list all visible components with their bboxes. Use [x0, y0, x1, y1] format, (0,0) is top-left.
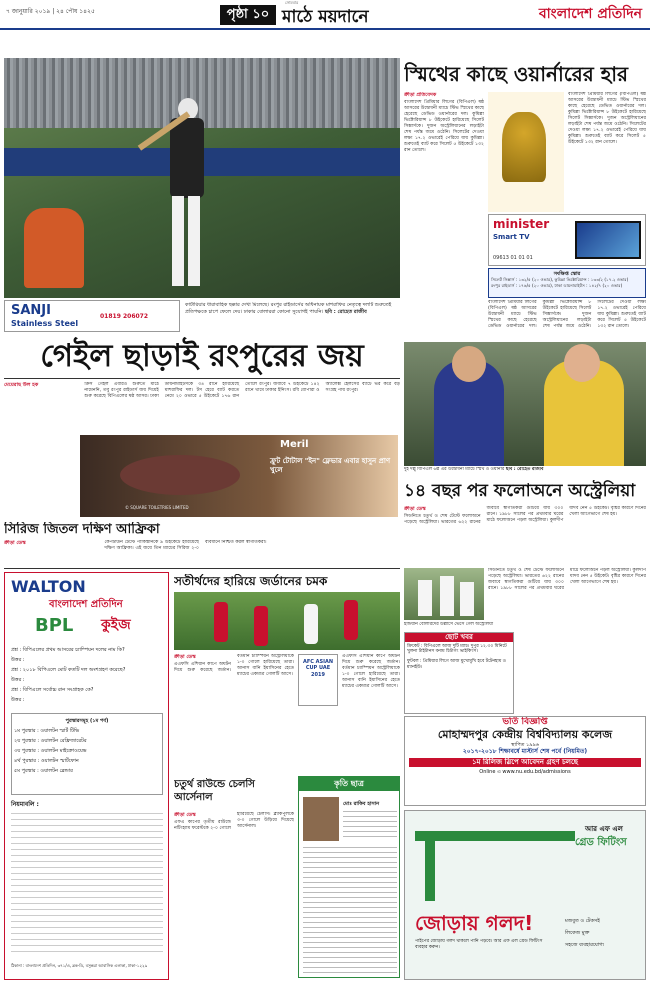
quiz-answer-3[interactable]: উত্তর : — [11, 697, 25, 703]
quiz-rules-title: নিয়মাবলি : — [11, 801, 39, 808]
page-header — [0, 0, 650, 30]
walton-brand: WALTON — [11, 577, 86, 596]
college-session: ২০১৭-২০১৮ শিক্ষাবর্ষে মাস্টার্স শেষ পর্বে (নিয়মিত) — [462, 748, 588, 756]
quiz-bpl: BPL — [35, 615, 74, 636]
score-line-1: সিলেট সিক্সার্স : ১৩২/৫ (২০ ওভার), কুমিল্লা ভিক্টোরিয়ান্স : ১৩৩/২ (১৭.২ ওভার) — [491, 277, 629, 283]
afl-copy: পাইপের জোড়ায় গলদ থাকলে পানি পড়বে। আর এফ এল গ্রেড ফিটিংস ব্যবহার করুন। — [415, 939, 543, 950]
kid-name: মোঃ রাকিব হাসান — [343, 801, 380, 807]
keeper-figure — [24, 208, 84, 288]
sanji-brand: SANJI — [11, 303, 51, 318]
divider — [4, 378, 400, 379]
tv-shape — [575, 221, 641, 259]
score-title: সংক্ষিপ্ত স্কোর — [553, 271, 581, 277]
prize-item: ৪র্থ পুরস্কার : ওয়ালটন স্মার্টফোন — [14, 758, 79, 764]
au-byline: ক্রীড়া ডেস্ক — [404, 506, 426, 512]
sanji-ad — [4, 300, 180, 332]
quiz-answer-2[interactable]: উত্তর : — [11, 677, 25, 683]
issue-day: সোমবার — [285, 0, 299, 5]
sanji-phone: 01819 206072 — [100, 313, 149, 320]
prize-title: পুরস্কারসমূহ (১ম পর্ব) — [65, 718, 109, 724]
quiz-rules-lines — [11, 813, 163, 953]
sanji-tag: Stainless Steel — [11, 319, 79, 328]
meril-ad — [80, 435, 398, 517]
prize-item: ৫ম পুরস্কার : ওয়ালটন ব্লেন্ডার — [14, 768, 73, 774]
page-number: পৃষ্ঠা ১০ — [220, 5, 276, 25]
pipe-shape — [425, 841, 435, 901]
gayle-headline: গেইল ছাড়াই রংপুরের জয় — [40, 338, 364, 374]
afl-slogan: জোড়ায় গলদ! — [415, 911, 534, 935]
section-title: মাঠে ময়দানে — [282, 7, 369, 27]
main-photo-caption: কার্টারিয়ার ধারাবাহিক ছক্কার দেখা মিলেছে। রংপুর রাইডার্সের অধিনায়ক মাশরাফির নেতৃত্বে দলটি শুরুতেই প্রতিপক্ষকে চাপে ফেলে দেয়। ঢাকার বোলাররা কোনো সুযোগই পায়নি। ছবি : রোহেত রাজীব — [185, 302, 392, 315]
jordan-byline: ক্রীড়া ডেস্ক — [174, 654, 196, 660]
minister-phone: 09613 01 01 01 — [493, 255, 533, 261]
smith-warner-photo — [404, 342, 646, 466]
college-name: মোহাম্মদপুর কেন্দ্রীয় বিশ্ববিদ্যালয় কলেজ — [437, 728, 613, 742]
kid-photo — [303, 797, 339, 841]
college-banner: ১ম রিলিজ স্লিপে আবেদন গ্রহণ চলছে — [409, 758, 641, 767]
warner-body-bottom: বাংলাদেশ প্রিমিয়ার লিগের (বিপিএল) ষষ্ঠ আসরের উদ্বোধনী ম্যাচে স্টিভ স্মিথের কাছে হেরেছে ডেভিড ওয়ার্নারের দল। কুমিল্লা ভিক্টোরিয়ান্স ৮ উইকেটে হারিয়েছে সিলেট সিক্সার্সকে। দুজন অস্ট্রেলিয়ানের লড়াইটা শেষ পর্যন্ত জমে ওঠেনি। সিলেটের দেওয়া লক্ষ্য ১৭.২ ওভারেই পেরিয়ে যায় কুমিল্লা। শুরুতেই ব্যাট করে সিলেট ৫ উইকেটে ১৩২ রান তোলে। — [488, 300, 646, 329]
afl-feature: লিকেজ মুক্ত — [565, 930, 590, 936]
au-body-bottom: সিডনিতে চতুর্থ ও শেষ টেস্টে ফলোঅনে পড়েছে অস্ট্রেলিয়া। ভারতের ৬২২ রানের জবাবে স্বাগতিকরা গুটিয়ে যায় ৩০০ রানে। ১৯৮৮ সালের পর প্রথমবার ঘরের মাঠে ফলোঅনে পড়ল অস্ট্রেলিয়া। কুলদীপ যাদব নেন ৫ উইকেট। বৃষ্টির কারণে দিনের খেলা আগেভাগে শেষ হয়। — [488, 568, 646, 591]
meril-tagline: ফ্রুট টোটাল "ইন" ফ্লেভার এবার হাসুন প্রাণ খুলে — [270, 457, 391, 474]
au-headline: ১৪ বছর পর ফলোঅনে অস্ট্রেলিয়া — [404, 481, 636, 501]
minister-ad — [488, 214, 646, 266]
warner-body-right: বাংলাদেশ প্রিমিয়ার লিগের (বিপিএল) ষষ্ঠ আসরের উদ্বোধনী ম্যাচে স্টিভ স্মিথের কাছে হেরেছে ডেভিড ওয়ার্নারের দল। কুমিল্লা ভিক্টোরিয়ান্স ৮ উইকেটে হারিয়েছে সিলেট সিক্সার্সকে। দুজন অস্ট্রেলিয়ানের লড়াইটা শেষ পর্যন্ত জমে ওঠেনি। সিলেটের দেওয়া লক্ষ্য ১৭.২ ওভারেই পেরিয়ে যায় কুমিল্লা। শুরুতেই ব্যাট করে সিলেট ৫ উইকেটে ১৩২ রান তোলে। — [568, 92, 646, 145]
quiz-paper: বাংলাদেশ প্রতিদিন — [49, 599, 123, 610]
jordan-body: ক্রীড়া ডেস্ক এএফসি এশিয়ান কাপে অঘটন দিয়ে শুরু করেছে জর্ডান। বর্তমান চ্যাম্পিয়ন অস্ট্রেলিয়াকে ১-০ গোলে হারিয়েছে তারা। আনাস বানি ইয়াসিনের হেডে ম্যাচের একমাত্র গোলটি আসে। — [174, 654, 294, 677]
sa-body: ক্রীড়া ডেস্ক কেপটাউন টেস্টে পাকিস্তানকে ৯ উইকেটে হারিয়েছে দক্ষিণ আফ্রিকা। এই জয়ে তিন ম্যাচের সিরিজ ২-০ ব্যবধানে নিশ্চিত করল স্বাগতিকরা। — [4, 540, 267, 551]
afl-product: গ্রেড ফিটিংস — [575, 837, 627, 848]
prize-item: ৩য় পুরস্কার : ওয়ালটন মাইক্রোওয়েভ — [14, 748, 87, 754]
score-line-2: রংপুর রাইডার্স : ১৭৬/৫ (২০ ওভার), ঢাকা ডায়নামাইটস : ১৪২/৭ (২০ ওভার) — [491, 282, 623, 288]
sa-headline: সিরিজ জিতল দক্ষিণ আফ্রিকা — [4, 522, 160, 537]
chelsea-body: ক্রীড়া ডেস্ক এফএ কাপের তৃতীয় রাউন্ডে নটিংহ্যাম ফরেস্টকে ২-০ গোলে হারিয়েছে চেলসি। ব্ল্যাকপুলকে ৩-০ গোলে উড়িয়ে দিয়েছে আর্সেনাল। — [174, 812, 294, 831]
minister-model: Smart TV — [493, 233, 530, 241]
short-news-item: ক্রিকেট : বিপিএলে আজ দুটি ম্যাচ। দুপুর ১২.৩০ মিনিটে খুলনা টাইটানস বনাম চিটাগং ভাইকিংস। — [407, 643, 507, 655]
short-news-title: ছোট খবর — [405, 633, 513, 642]
meril-brand: Meril — [280, 439, 309, 450]
minister-brand: minister — [493, 217, 550, 231]
bpl-logo-box — [488, 92, 564, 212]
afl-feature: সহজে ব্যবহারযোগ্য — [565, 942, 604, 948]
afl-feature: মজবুত ও টেকসই — [565, 918, 600, 924]
score-box — [488, 268, 646, 298]
college-title: ভর্তি বিজ্ঞপ্তি — [502, 717, 548, 727]
quiz-footer: ঠিকানা : বাংলাদেশ প্রতিদিন, ৩৭১/এ, ব্লক-ডি, বসুন্ধরা আবাসিক এলাকা, ঢাকা-১২২৯ — [11, 963, 148, 968]
issue-date: ৭ জানুয়ারি ২০১৯ | ২৪ পৌষ ১৪২৫ — [6, 8, 95, 15]
afl-brand: আর এফ এল — [585, 825, 623, 833]
pipe-shape — [415, 831, 575, 841]
football-photo — [174, 592, 400, 650]
warner-byline: ক্রীড়া প্রতিবেদক — [404, 92, 437, 98]
quiz-title: কুইজ — [101, 617, 131, 633]
sa-byline: ক্রীড়া ডেস্ক — [4, 540, 26, 546]
kids-title: কৃতি ছাত্র — [299, 777, 399, 791]
meril-lips — [120, 455, 240, 495]
short-news-item: ফুটবল : প্রিমিয়ার লিগে আজ মুখোমুখি হবে টটেনহাম ও ম্যানইউ। — [407, 659, 506, 670]
batsman-figure — [164, 98, 210, 288]
chelsea-headline: চতুর্থ রাউন্ডে চেলসি আর্সেনাল — [174, 779, 255, 803]
chelsea-byline: ক্রীড়া ডেস্ক — [174, 812, 196, 818]
kids-box — [298, 776, 400, 978]
walton-quiz — [4, 572, 169, 980]
main-photo-credit: ছবি : রোহেত রাজীব — [324, 308, 367, 315]
smith-warner-credit: ছবি : রোহেত রাজীব — [505, 467, 544, 472]
india-photo — [404, 568, 484, 620]
warner-headline: স্মিথের কাছে ওয়ার্নারের হার — [404, 62, 629, 86]
india-photo-caption: ইন্ডিয়ান বোলারদের উল্লাসে ভেসে গেল অস্ট্রেলিয়া — [404, 622, 494, 627]
prize-box — [11, 713, 163, 795]
college-ad — [404, 716, 646, 806]
jordan-body-2: এএফসি এশিয়ান কাপে অঘটন দিয়ে শুরু করেছে জর্ডান। বর্তমান চ্যাম্পিয়ন অস্ট্রেলিয়াকে ১-০ গোলে হারিয়েছে তারা। আনাস বানি ইয়াসিনের হেডে ম্যাচের একমাত্র গোলটি আসে। — [342, 654, 400, 689]
quiz-answer-1[interactable]: উত্তর : — [11, 657, 25, 663]
gayle-byline: মেয়েরাছ উল হক — [4, 382, 39, 388]
afc-logo: AFC ASIAN CUP UAE 2019 — [298, 654, 338, 706]
au-body-top: ক্রীড়া ডেস্ক সিডনিতে চতুর্থ ও শেষ টেস্টে ফলোঅনে পড়েছে অস্ট্রেলিয়া। ভারতের ৬২২ রানের জবাবে স্বাগতিকরা গুটিয়ে যায় ৩০০ রানে। ১৯৮৮ সালের পর প্রথমবার ঘরের মাঠে ফলোঅনে পড়ল অস্ট্রেলিয়া। কুলদীপ যাদব নেন ৫ উইকেট। বৃষ্টির কারণে দিনের খেলা আগেভাগে শেষ হয়। — [404, 506, 646, 525]
quiz-q1: প্রশ্ন : বিপিএলের প্রথম আসরের চ্যাম্পিয়ন দলের নাম কি? — [11, 647, 125, 653]
smith-warner-caption: দুই দল্লু বিপিএল ৬ষ্ঠ এর উদ্বোধনী ম্যাচে স্মিথ ও ওয়ার্নার ছবি : রোহেত রাজীব — [404, 467, 544, 472]
quiz-q3: প্রশ্ন : বিপিএলে সর্বোচ্চ রান সংগ্রাহক কে? — [11, 687, 94, 693]
afl-ad — [404, 810, 646, 980]
quiz-q2: প্রশ্ন : ২০১৮ বিপিএলে মোট কতটি দল অংশগ্রহণ করেছে? — [11, 667, 126, 673]
bpl-trophy-icon — [502, 112, 546, 182]
meril-credit: © SQUARE TOILETRIES LIMITED — [125, 505, 189, 510]
college-online: Online এ www.nu.edu.bd/admissions — [479, 768, 571, 775]
prize-item: ২য় পুরস্কার : ওয়ালটন রেফ্রিজারেটর — [14, 738, 87, 744]
prize-item: ১ম পুরস্কার : ওয়ালটন স্মার্ট টিভি — [14, 728, 80, 734]
gayle-body: মেয়েরাছ উল হক ক্রিস গেইল এবারও শুরুতে মাঠে নামেননি, তবু রংপুর রাইডার্স জয় দিয়েই শুরু করেছে বিপিএলের ষষ্ঠ আসর। ঢাকা ডায়নামাইটসকে ৩৪ রানে হারিয়েছে মাশরাফির দল। টস হেরে ব্যাট করতে নেমে ২০ ওভারে ৫ উইকেটে ১৭৬ রান তোলে রংপুর। জবাবে ৭ উইকেটে ১৪২ রানে থামে ঢাকার ইনিংস। রবি বোপারা ও অ্যালেক্স হেলসের ব্যাটে ভর করে বড় সংগ্রহ পায় রংপুর। — [4, 382, 400, 399]
warner-body-left: ক্রীড়া প্রতিবেদক বাংলাদেশ প্রিমিয়ার লিগের (বিপিএল) ষষ্ঠ আসরের উদ্বোধনী ম্যাচে স্টিভ স্মিথের কাছে হেরেছে ডেভিড ওয়ার্নারের দল। কুমিল্লা ভিক্টোরিয়ান্স ৮ উইকেটে হারিয়েছে সিলেট সিক্সার্সকে। দুজন অস্ট্রেলিয়ানের লড়াইটা শেষ পর্যন্ত জমে ওঠেনি। সিলেটের দেওয়া লক্ষ্য ১৭.২ ওভারেই পেরিয়ে যায় কুমিল্লা। শুরুতেই ব্যাট করে সিলেট ৫ উইকেটে ১৩২ রান তোলে। — [404, 92, 484, 153]
newspaper-logo: বাংলাদেশ প্রতিদিন — [538, 6, 642, 22]
short-news — [404, 632, 514, 714]
college-est: স্থাপিত ১৯৯৬ — [511, 742, 539, 748]
main-photo — [4, 58, 400, 298]
divider — [4, 568, 400, 569]
jordan-headline: সতীর্থদের হারিয়ে জর্ডানের চমক — [174, 574, 328, 588]
